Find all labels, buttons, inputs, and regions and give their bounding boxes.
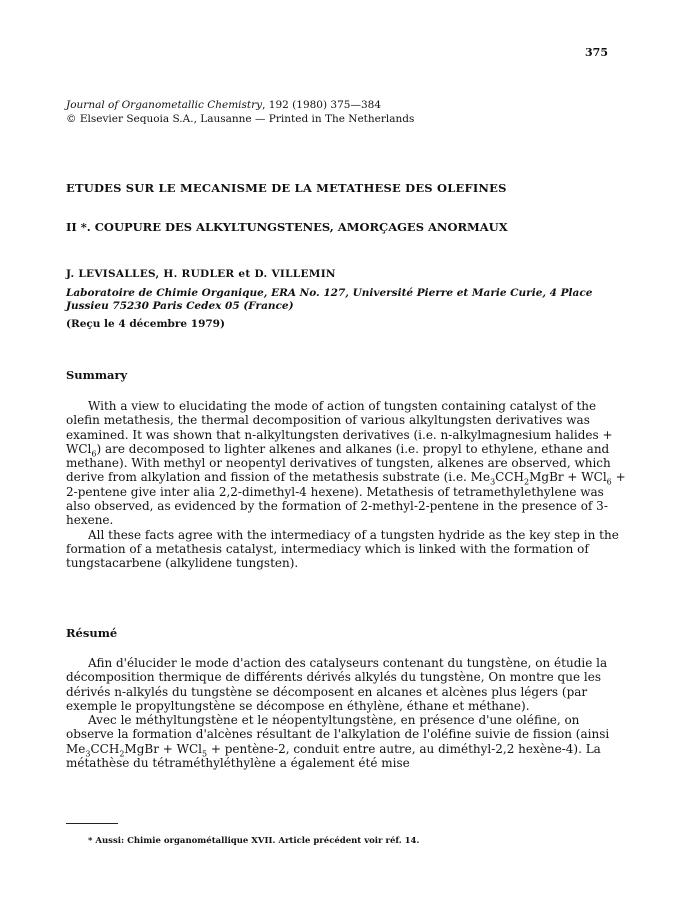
summary-text-d: MgBr + WCl bbox=[529, 470, 607, 485]
summary-heading: Summary bbox=[66, 368, 128, 382]
affiliation-line-2: Jussieu 75230 Paris Cedex 05 (France) bbox=[66, 300, 294, 312]
summary-sub-2: 3 bbox=[490, 477, 496, 487]
resume-text-b: CCH bbox=[90, 741, 120, 756]
journal-volume: , 192 (1980) 375—384 bbox=[262, 99, 381, 111]
summary-text-b: ) are decomposed to lighter alkenes and alkanes (i.e. propyl to ethylene, ethane and methane). With methyl or neopentyl derivatives of tungsten, alkenes are observed, which derive from alkylation and fission of the metathesis substrate (i.e. Me bbox=[66, 441, 611, 485]
resume-text-d: + pentène-2, conduit entre autre, au diméthyl-2,2 hexène-4). La métathèse du tétraméthyléthylène a également été mise bbox=[66, 741, 601, 771]
resume-body bbox=[66, 656, 628, 770]
resume-heading: Résumé bbox=[66, 626, 118, 640]
resume-sub-2: 2 bbox=[119, 749, 125, 759]
received-date: (Reçu le 4 décembre 1979) bbox=[66, 318, 225, 330]
title-line-2: II *. COUPURE DES ALKYLTUNGSTENES, AMORÇAGES ANORMAUX bbox=[66, 220, 508, 234]
footnote: * Aussi: Chimie organométallique XVII. Article précédent voir réf. 14. bbox=[88, 836, 420, 846]
summary-paragraph-2: All these facts agree with the intermediacy of a tungsten hydride as the key step in the formation of a metathesis catalyst, intermediacy which is linked with the formation of tungstacarbene (alkylidene tungsten). bbox=[66, 527, 619, 571]
journal-copyright: © Elsevier Sequoia S.A., Lausanne — Printed in The Netherlands bbox=[66, 113, 415, 125]
summary-text-c: CCH bbox=[495, 470, 524, 485]
title-line-1: ETUDES SUR LE MECANISME DE LA METATHESE DES OLEFINES bbox=[66, 181, 507, 195]
summary-sub-4: 6 bbox=[606, 477, 612, 487]
resume-paragraph-1: Afin d'élucider le mode d'action des catalyseurs contenant du tungstène, on étudie la décomposition thermique de différents dérivés alkylés du tungstène, On montre que les dérivés n-alkylés du tungstène se décomposent en alcanes et alcènes plus légers (par exemple le propyltungstène se décompose en éthylène, éthane et méthane). bbox=[66, 656, 608, 713]
resume-sub-1: 3 bbox=[85, 749, 91, 759]
resume-paragraph-2 bbox=[66, 713, 628, 770]
affiliation-line-1: Laboratoire de Chimie Organique, ERA No. 127, Université Pierre et Marie Curie, 4 Place bbox=[66, 287, 593, 299]
summary-body bbox=[66, 399, 628, 571]
summary-text-a: With a view to elucidating the mode of action of tungsten containing catalyst of the olefin metathesis, the thermal decomposition of various alkyltungsten derivatives was examined. It was shown that n-alkyltungsten derivatives (i.e. n-alkylmagnesium halides + WCl bbox=[66, 399, 613, 456]
journal-name: Journal of Organometallic Chemistry bbox=[66, 99, 263, 111]
page-number: 375 bbox=[585, 46, 608, 59]
summary-text-e: + 2-pentene give inter alia 2,2-dimethyl-4 hexene). Metathesis of tetramethylethylene was also observed, as evidenced by the formation of 2-methyl-2-pentene in the presence of 3-hexene. bbox=[66, 470, 626, 528]
summary-paragraph-1 bbox=[66, 399, 628, 528]
summary-sub-3: 2 bbox=[524, 477, 530, 487]
resume-text-c: MgBr + WCl bbox=[124, 741, 202, 756]
footnote-divider bbox=[66, 823, 118, 824]
resume-text-a: Avec le méthyltungstène et le néopentyltungstène, en présence d'une oléfine, on observe la formation d'alcènes résultant de l'alkylation de l'oléfine suivie de fission (ainsi Me bbox=[66, 713, 610, 756]
summary-sub-1: 6 bbox=[91, 449, 97, 459]
affiliation bbox=[66, 287, 626, 313]
resume-sub-3: 5 bbox=[201, 749, 208, 759]
authors: J. LEVISALLES, H. RUDLER et D. VILLEMIN bbox=[66, 268, 336, 280]
journal-citation bbox=[66, 98, 626, 126]
journal-line-1 bbox=[66, 98, 626, 112]
